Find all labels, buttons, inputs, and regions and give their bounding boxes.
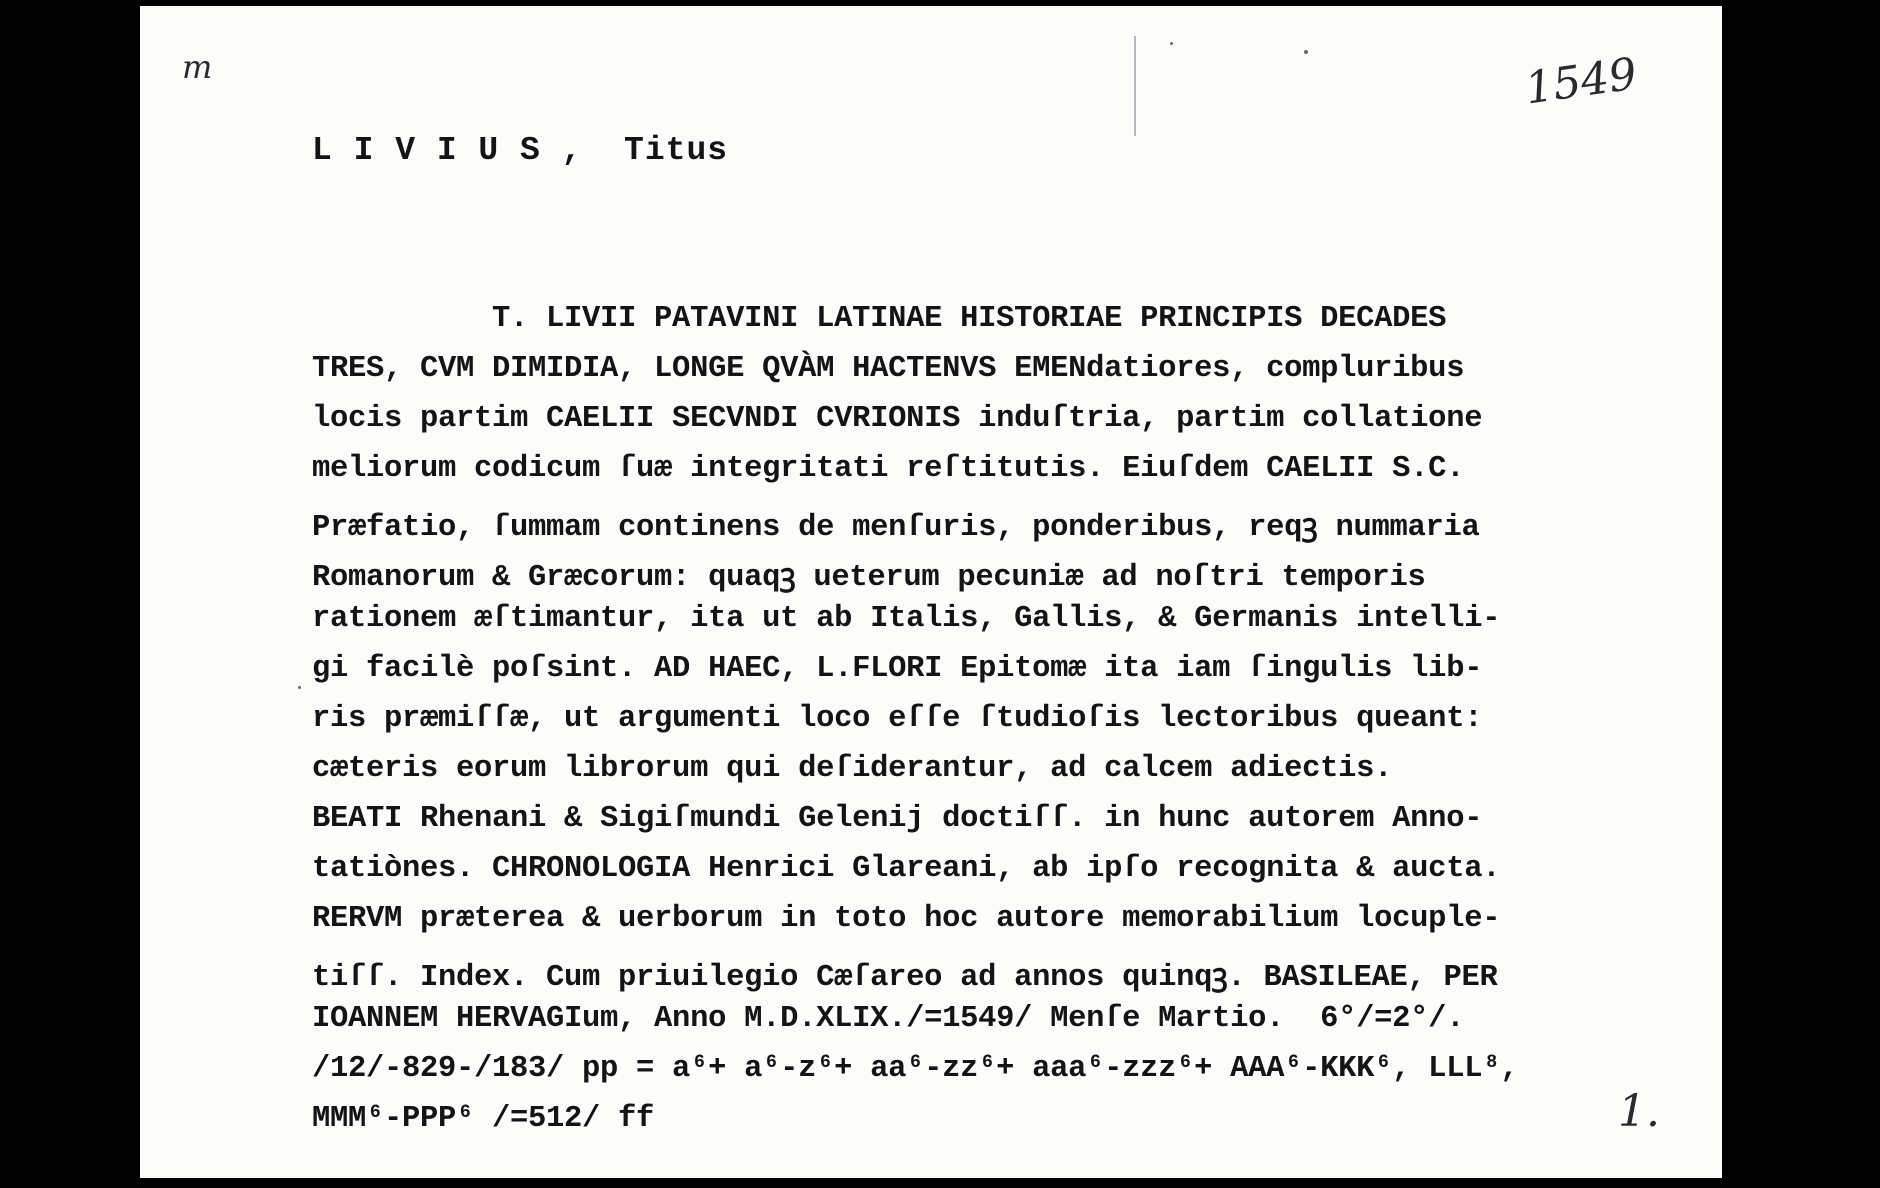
text-line-3: locis partim CAELII SECVNDI CVRIONIS induſtria, partim collatione: [312, 402, 1483, 436]
scan-artifact: [1134, 36, 1136, 136]
text-line-7: rationem æſtimantur, ita ut ab Italis, Gallis, & Germanis intelli-: [312, 602, 1501, 636]
text-line-14: tiſſ. Index. Cum priuilegio Cæſareo ad annos quinqꝫ. BASILEAE, PER: [312, 961, 1498, 995]
text-line-13: RERVM præterea & uerborum in toto hoc autore memorabilium locuple-: [312, 902, 1501, 936]
text-line-2: TRES, CVM DIMIDIA, LONGE QVÀM HACTENVS EMENdatiores, compluribus: [312, 352, 1465, 386]
scan-speck: [1304, 50, 1308, 54]
text-line-1: T. LIVII PATAVINI LATINAE HISTORIAE PRINCIPIS DECADES: [312, 302, 1447, 336]
text-line-16: /12/-829-/183/ pp = a⁶+ a⁶-z⁶+ aa⁶-zz⁶+ aaa⁶-zzz⁶+ AAA⁶-KKK⁶, LLL⁸,: [312, 1052, 1519, 1086]
text-line-4: meliorum codicum ſuæ integritati reſtitutis. Eiuſdem CAELII S.C.: [312, 452, 1465, 486]
text-line-6: Romanorum & Græcorum: quaqꝫ ueterum pecuniæ ad noſtri temporis: [312, 561, 1426, 595]
text-line-10: cæteris eorum librorum qui deſiderantur, ad calcem adiectis.: [312, 752, 1393, 786]
text-line-11: BEATI Rhenani & Sigiſmundi Gelenij doctiſſ. in hunc autorem Anno-: [312, 802, 1483, 836]
text-line-17: MMM⁶-PPP⁶ /=512/ ff: [312, 1102, 655, 1136]
scan-speck: [1170, 42, 1173, 45]
text-line-15: IOANNEM HERVAGIum, Anno M.D.XLIX./=1549/ Menſe Martio. 6°/=2°/.: [312, 1002, 1465, 1036]
handwritten-mark-left: m: [182, 48, 213, 86]
scan-speck: [298, 686, 301, 689]
text-line-9: ris præmiſſæ, ut argumenti loco eſſe ſtudioſis lectoribus queant:: [312, 702, 1483, 736]
text-line-12: tatiònes. CHRONOLOGIA Henrici Glareani, ab ipſo recognita & aucta.: [312, 852, 1501, 886]
author-heading: L I V I U S , Titus: [312, 132, 729, 169]
text-line-5: Præfatio, ſummam continens de menſuris, ponderibus, reqꝫ nummaria: [312, 511, 1480, 545]
catalog-card: [140, 6, 1722, 1178]
handwritten-card-number: 1.: [1618, 1086, 1660, 1137]
handwritten-year: 1549: [1521, 48, 1640, 115]
text-line-8: gi facilè poſsint. AD HAEC, L.FLORI Epitomæ ita iam ſingulis lib-: [312, 652, 1483, 686]
